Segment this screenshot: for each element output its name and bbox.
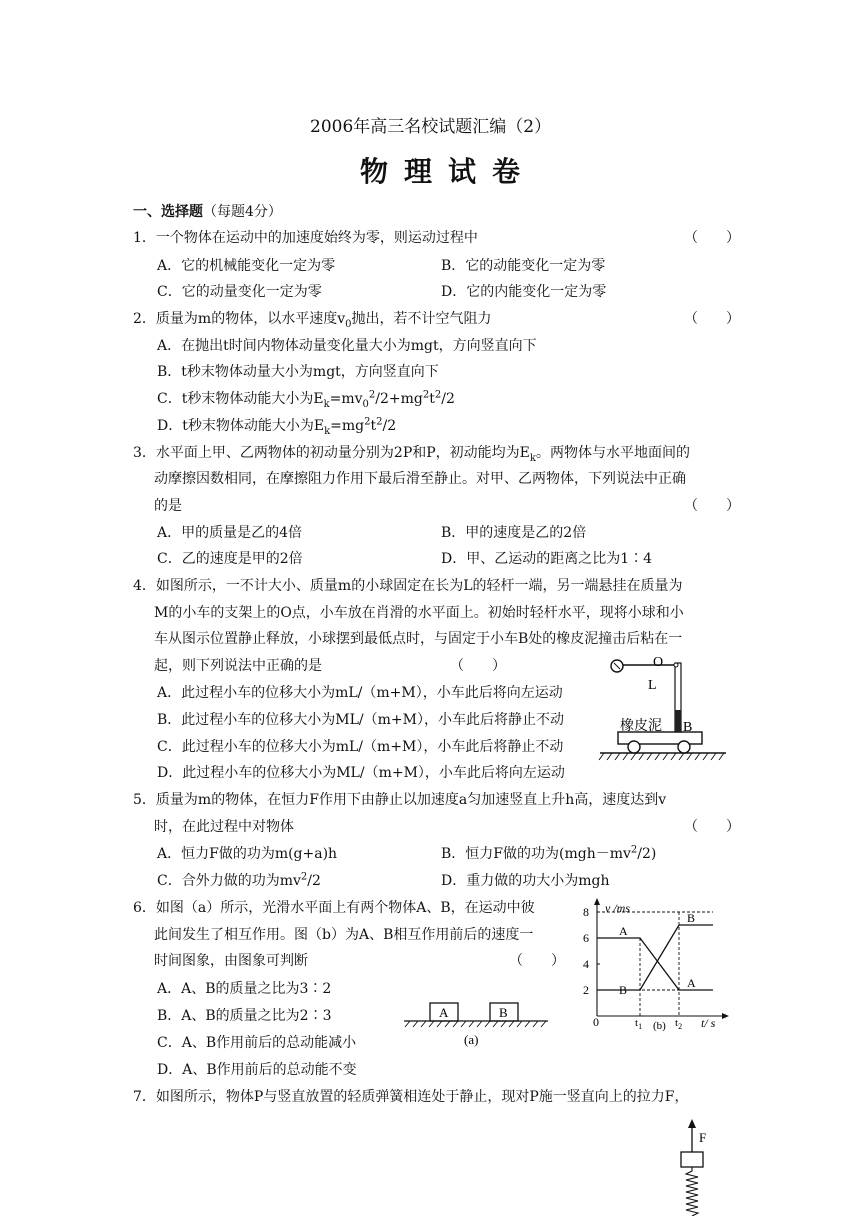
q4-stem-line1 (133, 577, 683, 595)
q2-sub: 0 (345, 318, 352, 330)
q5-stem-line1 (133, 791, 666, 809)
section-heading (133, 203, 282, 221)
q6-text-1: 如图（a）所示，光滑水平面上有两个物体A、B，在运动中彼 (155, 900, 535, 916)
q2d-text-c: t (370, 418, 377, 434)
force-arrow-head (688, 1119, 696, 1128)
ground-hatching (599, 753, 724, 760)
q2-option-d (157, 417, 396, 435)
origin-label: 0 (593, 1015, 599, 1029)
q4-stem-line3: 车从图示位置静止释放，小球摆到最低点时，与固定于小车B处的橡皮泥撞击后粘在一 (154, 631, 683, 647)
t1-label-sub: 1 (638, 1022, 643, 1031)
figure-b-caption: (b) (653, 1020, 666, 1032)
q5c-sup: 2 (300, 871, 308, 883)
q3-option-d: D．甲、乙运动的距离之比为1∶4 (441, 551, 653, 567)
q3-option-a: A．甲的质量是乙的4倍 (157, 525, 303, 541)
q2d-text-d: /2 (382, 418, 397, 434)
t2-label-sub: 2 (678, 1022, 683, 1031)
y-axis-label: v /ms (605, 901, 630, 915)
q7-text-1: 如图所示，物体P与竖直放置的轻质弹簧相连处于静止，现对P施一竖直向上的拉力F， (155, 1089, 689, 1105)
q1-text: 一个物体在运动中的加速度始终为零，则运动过程中 (155, 230, 478, 246)
q7-stem-line1 (133, 1088, 688, 1106)
q6-figure-a (402, 998, 550, 1050)
q5-option-d: D．重力做的功大小为mgh (441, 873, 610, 889)
t1-label-main: t (635, 1017, 639, 1029)
q3-sub-k: k (529, 452, 536, 464)
q3-stem-line1 (133, 444, 690, 462)
y-tick-label-2: 2 (583, 983, 589, 997)
q2c-sup-c: 2 (434, 389, 442, 401)
q2c-text-b: =mv (329, 391, 363, 407)
page-subtitle: 物理试卷 (360, 155, 537, 188)
series-label-a-after: A (687, 976, 696, 990)
q5b-sup: 2 (630, 844, 638, 856)
y-axis-arrow (594, 898, 600, 905)
q1-stem (133, 229, 478, 247)
q4-text-1: 如图所示，一不计大小、质量m的小球固定在长为L的轻杆一端，另一端悬挂在质量为 (155, 578, 683, 594)
q4-option-a: A．此过程小车的位移大小为mL/（m+M），小车此后将向左运动 (157, 685, 563, 701)
q2c-sub-k: k (323, 398, 330, 410)
q2-number: 2． (133, 311, 156, 327)
series-label-a-before: A (619, 924, 628, 938)
q2c-text-d: t (429, 391, 435, 407)
spring (686, 1167, 698, 1216)
q1-option-c: C．它的动量变化一定为零 (157, 284, 322, 300)
q6-vt-chart (583, 896, 733, 1038)
q4-answer-paren: （ ） (450, 658, 506, 674)
q5-answer-paren: （ ） (684, 819, 740, 835)
q6-option-c: C．A、B作用前后的总动能减小 (157, 1035, 357, 1051)
q2c-text-a: C．t秒末物体动能大小为E (157, 391, 324, 407)
figure-a-caption: (a) (464, 1032, 479, 1047)
q6-answer-paren: （ ） (509, 953, 565, 969)
q6-stem-line1 (133, 899, 535, 917)
q3-number: 3． (133, 445, 156, 461)
q4-option-b: B．此过程小车的位移大小为ML/（m+M），小车此后将静止不动 (157, 712, 564, 728)
q2-answer-paren: （ ） (684, 311, 740, 327)
q2-option-b: B．t秒末物体动量大小为mgt，方向竖直向下 (157, 364, 439, 380)
q1-answer-paren: （ ） (684, 230, 740, 246)
q6-stem-line2: 此间发生了相互作用。图（b）为A、B相互作用前后的速度一 (154, 927, 534, 943)
q6-option-b: B．A、B的质量之比为2∶3 (157, 1008, 332, 1024)
force-label: F (699, 1130, 707, 1145)
pivot-o (674, 663, 678, 667)
cart-wheel-right (678, 741, 690, 753)
q2d-text-a: D．t秒末物体动能大小为E (157, 418, 325, 434)
series-label-b-before: B (619, 983, 628, 997)
q2-option-c (157, 390, 455, 408)
series-label-b-after: B (687, 911, 696, 925)
q5c-text-a: C．合外力做的功为mv (157, 873, 301, 889)
q7-spring-figure (676, 1118, 726, 1216)
q3-stem-line3: 的是 (154, 498, 182, 514)
q1-option-d: D．它的内能变化一定为零 (441, 284, 607, 300)
q3-answer-paren: （ ） (684, 498, 740, 514)
page-title: 2006年高三名校试题汇编（2） (310, 117, 552, 137)
q2c-sub-0: 0 (362, 398, 369, 410)
q2-stem (133, 310, 491, 328)
q3-text-b: 。两物体与水平地面间的 (535, 445, 690, 461)
y-tick-label-4: 4 (583, 957, 589, 971)
y-tick-label-6: 6 (583, 931, 589, 945)
q6-stem-line3: 时间图象，由图象可判断 (154, 953, 308, 969)
q4-cart-figure (598, 652, 728, 764)
q5-text-1: 质量为m的物体，在恒力F作用下由静止以加速度a匀加速竖直上升h高，速度达到v (155, 792, 667, 808)
q5-option-b (441, 845, 656, 863)
q1-option-b: B．它的动能变化一定为零 (441, 258, 606, 274)
q4-stem-line4: 起，则下列说法中正确的是 (154, 658, 322, 674)
q3-option-b: B．甲的速度是乙的2倍 (441, 525, 587, 541)
x-axis-label: t/ s (701, 1016, 716, 1030)
q4-number: 4． (133, 578, 156, 594)
q6-number: 6． (133, 900, 156, 916)
label-o: O (653, 655, 664, 670)
q4-option-c: C．此过程小车的位移大小为mL/（m+M），小车此后将静止不动 (157, 739, 564, 755)
label-b: B (683, 720, 693, 735)
x-axis-arrow (722, 1013, 729, 1019)
q4-option-d: D．此过程小车的位移大小为ML/（m+M），小车此后将向左运动 (157, 765, 565, 781)
q2-text-b: 抛出，若不计空气阻力 (351, 311, 492, 327)
q2c-text-e: /2 (441, 391, 455, 407)
q5b-text-b: /2) (637, 846, 657, 862)
q2-option-a: A．在抛出t时间内物体动量变化量大小为mgt，方向竖直向下 (157, 338, 537, 354)
q2c-sup-b: 2 (422, 389, 430, 401)
q5-option-a: A．恒力F做的功为m(g+a)h (157, 846, 338, 862)
q5b-text-a: B．恒力F做的功为(mgh－mv (441, 846, 631, 862)
q2c-text-c: /2+mg (375, 391, 423, 407)
q6-option-d: D．A、B作用前后的总动能不变 (157, 1062, 357, 1078)
q7-number: 7． (133, 1089, 156, 1105)
q2-text-a: 质量为m的物体，以水平速度v (155, 311, 346, 327)
q5c-text-b: /2 (307, 873, 321, 889)
cart-wheel-left (628, 741, 640, 753)
block-b-label: B (499, 1005, 508, 1020)
section-label: 一、选择题 (133, 204, 203, 220)
q2d-text-b: =mg (330, 418, 365, 434)
t2-label-main: t (675, 1017, 679, 1029)
block-p (681, 1152, 703, 1167)
label-clay: 橡皮泥 (620, 719, 662, 734)
q1-number: 1． (133, 230, 156, 246)
q5-number: 5． (133, 792, 156, 808)
q3-text-a: 水平面上甲、乙两物体的初动量分别为2P和P，初动能均为E (155, 445, 530, 461)
section-note: （每题4分） (203, 204, 282, 220)
t2-label (675, 1017, 682, 1031)
clay-block (675, 710, 681, 732)
q5-option-c (157, 872, 321, 890)
block-a-label: A (439, 1005, 449, 1020)
q3-option-c: C．乙的速度是甲的2倍 (157, 551, 303, 567)
label-l: L (648, 678, 657, 693)
q2d-sup-a: 2 (364, 416, 371, 428)
q4-stem-line2: M的小车的支架上的O点，小车放在肖滑的水平面上。初始时轻杆水平，现将小球和小 (154, 605, 684, 621)
q2d-sub-k: k (324, 425, 331, 437)
surface-hatching (405, 1021, 546, 1027)
q2d-sup-b: 2 (376, 416, 383, 428)
y-tick-label-8: 8 (583, 905, 589, 919)
t1-label (635, 1017, 642, 1031)
q3-stem-line2: 动摩擦因数相同，在摩擦阻力作用下最后滑至静止。对甲、乙两物体，下列说法中正确 (154, 471, 686, 487)
q1-option-a: A．它的机械能变化一定为零 (157, 258, 336, 274)
q5-stem-line2: 时，在此过程中对物体 (154, 819, 294, 835)
q2c-sup-a: 2 (368, 389, 376, 401)
q6-option-a: A．A、B的质量之比为3∶2 (157, 981, 332, 997)
